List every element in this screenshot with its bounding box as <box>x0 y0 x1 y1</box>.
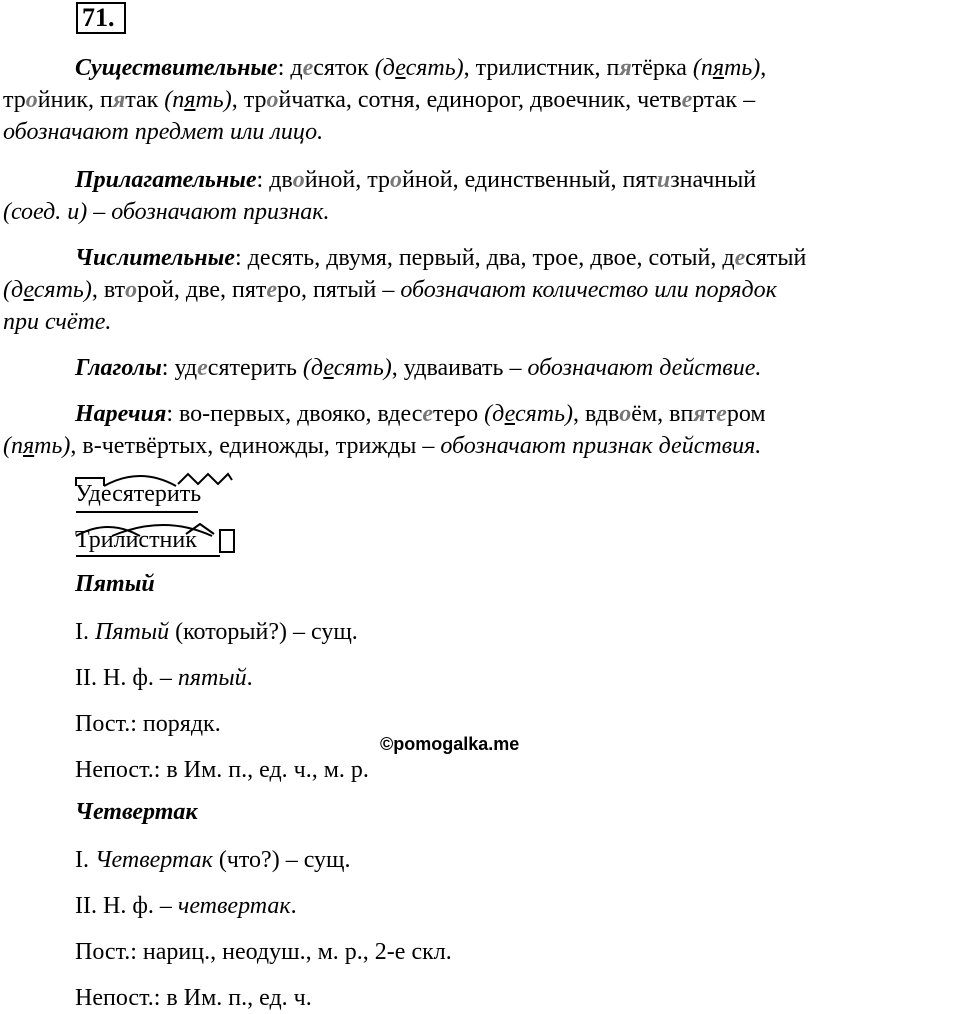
vowel-highlight: о <box>125 277 138 303</box>
nouns-text: ртак <box>692 87 744 113</box>
nouns-text: тёрка <box>631 55 693 81</box>
vowel-highlight: о <box>25 87 38 113</box>
vowel-highlight: е <box>681 87 693 113</box>
root-arc-1 <box>76 527 140 536</box>
adverbs-paragraph: Наречия: во-первых, двояко, вдесетеро (десять), вдвоём, впятером (пять), в-четвёртых, единожды, трижды – обозначают признак действия. <box>3 401 766 459</box>
numerals-paragraph: Числительные: десять, двумя, первый, два, трое, двое, сотый, десятый (десять), второй, две, пятеро, пятый – обозначают количество или порядок при счёте. <box>0 242 960 338</box>
parse1-line4: Непост.: в Им. п., ед. ч., м. р. <box>75 757 369 783</box>
numerals-meaning-cont: при счёте. <box>3 309 112 335</box>
root-check: (десять) <box>484 401 573 427</box>
parse1-line2: II. Н. ф. – пятый. <box>75 665 253 691</box>
root-check: (десять) <box>374 55 464 81</box>
nouns-text: йник, п <box>37 87 113 113</box>
numerals-heading: Числительные <box>75 245 235 271</box>
vowel-highlight: я <box>112 87 126 113</box>
parse2-line2: II. Н. ф. – четвертак. <box>75 893 297 919</box>
nouns-colon: : <box>277 55 291 81</box>
prefix-mark <box>76 478 104 486</box>
vowel-highlight: о <box>266 87 279 113</box>
adjectives-paragraph: Прилагательные: двойной, тройной, единственный, пятизначный (соед. и) – обозначают признак. <box>0 164 960 228</box>
root-check: (пять) <box>164 87 232 113</box>
parse2-line1: I. Четвертак (что?) – сущ. <box>75 847 351 873</box>
vowel-highlight: о <box>292 167 305 193</box>
parse2-line4: Непост.: в Им. п., ед. ч. <box>75 985 312 1011</box>
root-check: (пять) <box>3 433 71 459</box>
root-arc <box>104 476 176 486</box>
vowel-highlight: е <box>266 277 278 303</box>
vowel-highlight: я <box>693 401 706 427</box>
nouns-text: , тр <box>231 87 267 113</box>
nouns-text: сяток <box>313 55 375 81</box>
exercise-number: 71 <box>82 3 108 32</box>
vowel-highlight: е <box>716 401 727 427</box>
vowel-highlight: е <box>734 245 746 271</box>
vowel-highlight: е <box>197 355 208 381</box>
vowel-highlight: и <box>656 167 671 193</box>
nouns-text: тр <box>3 87 26 113</box>
adverbs-heading: Наречия <box>75 401 167 427</box>
adjectives-heading: Прилагательные <box>75 167 257 193</box>
nouns-meaning: обозначают предмет или лицо. <box>3 119 324 145</box>
vowel-highlight: о <box>619 401 632 427</box>
numerals-meaning: – обозначают количество или порядок <box>382 277 777 303</box>
root-check: (десять) <box>302 355 392 381</box>
adverbs-meaning: – обозначают признак действия. <box>422 433 762 459</box>
vowel-highlight: е <box>302 55 314 81</box>
vowel-highlight: о <box>390 167 403 193</box>
nouns-text: д <box>290 55 303 81</box>
adjectives-meaning: (соед. и) – обозначают признак. <box>3 199 330 225</box>
parse-heading-pyatyi: Пятый <box>75 571 155 597</box>
nouns-text: , трилистник, п <box>463 55 620 81</box>
root-check: (десять) <box>3 277 92 303</box>
nouns-text: так <box>125 87 165 113</box>
parse2-line3: Пост.: нариц., неодуш., м. р., 2-е скл. <box>75 939 452 965</box>
nouns-text: йчатка, сотня, единорог, двоечник, четв <box>278 87 682 113</box>
exercise-number-dot: . <box>108 3 115 32</box>
morpheme-word-udesyaterit: Удесятерить <box>75 481 202 507</box>
root-check: (пять) <box>692 55 761 81</box>
nouns-dash: – <box>743 87 756 113</box>
nouns-heading: Существительные <box>75 55 278 81</box>
parse1-line3: Пост.: порядк. <box>75 711 221 737</box>
nouns-text: , <box>760 55 767 81</box>
verbs-heading: Глаголы <box>75 355 162 381</box>
vowel-highlight: е <box>422 401 434 427</box>
suffix-mark <box>178 474 232 484</box>
watermark: ©pomogalka.me <box>380 734 520 754</box>
parse1-line1: I. Пятый (который?) – сущ. <box>75 619 358 645</box>
verbs-paragraph: Глаголы: удесятерить (десять), удваивать – обозначают действие. <box>75 355 762 381</box>
verbs-meaning: – обозначают действие. <box>509 355 762 381</box>
parse-heading-chetvertak: Четвертак <box>75 799 198 825</box>
morpheme-word-trilistnik: Трилистник <box>75 527 197 553</box>
vowel-highlight: я <box>619 55 632 81</box>
zero-ending-box <box>220 530 234 552</box>
